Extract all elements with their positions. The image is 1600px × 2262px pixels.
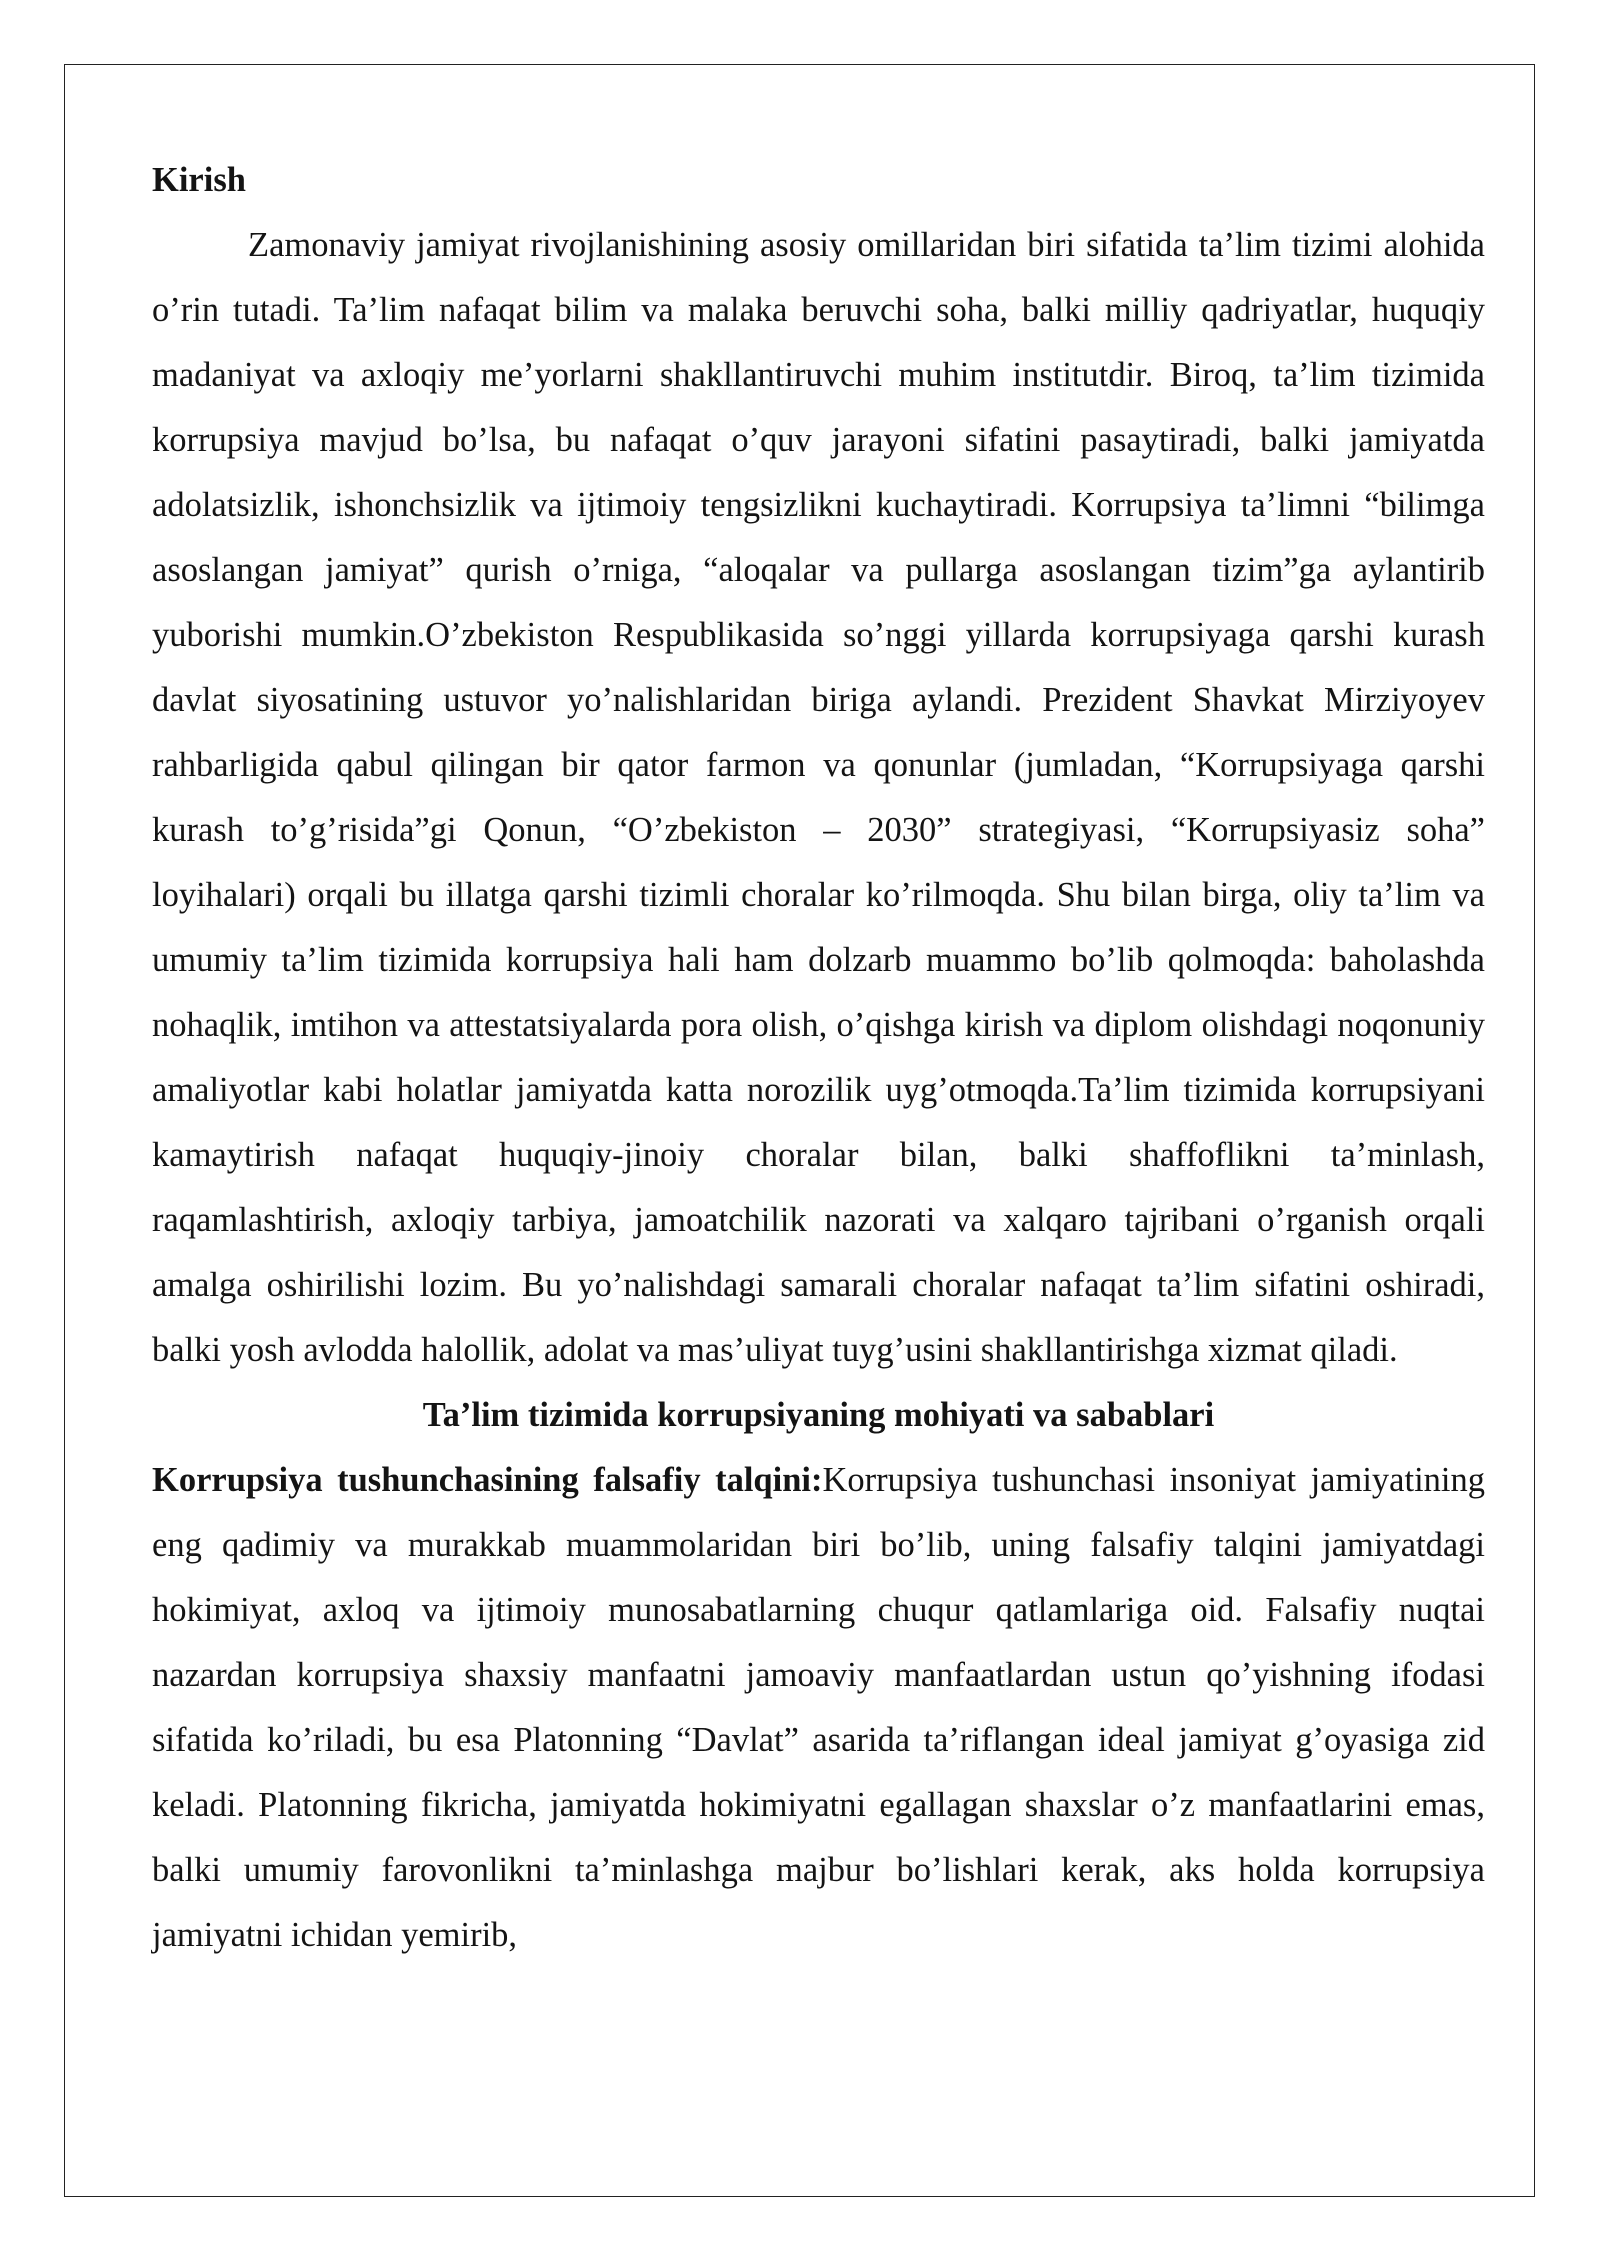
section-title: Ta’lim tizimida korrupsiyaning mohiyati va sabablari	[422, 1396, 1215, 1434]
document-body	[152, 148, 1485, 1968]
subsection-paragraph	[152, 1448, 1485, 1968]
intro-paragraph: Zamonaviy jamiyat rivojlanishining asosiy omillaridan biri sifatida ta’lim tizimi alohida o’rin tutadi. Ta’lim nafaqat bilim va malaka beruvchi soha, balki milliy qadriyatlar, huquqiy madaniyat va axloqiy me’yorlarni shakllantiruvchi muhim institutdir. Biroq, ta’lim tizimida korrupsiya mavjud bo’lsa, bu nafaqat o’quv jarayoni sifatini pasaytiradi, balki jamiyatda adolatsizlik, ishonchsizlik va ijtimoiy tengsizlikni kuchaytiradi. Korrupsiya ta’limni “bilimga asoslangan jamiyat” qurish o’rniga, “aloqalar va pullarga asoslangan tizim”ga aylantirib yuborishi mumkin.O’zbekiston Respublikasida so’nggi yillarda korrupsiyaga qarshi kurash davlat siyosatining ustuvor yo’nalishlaridan biriga aylandi. Prezident Shavkat Mirziyoyev rahbarligida qabul qilingan bir qator farmon va qonunlar (jumladan, “Korrupsiyaga qarshi kurash to’g’risida”gi Qonun, “O’zbekiston – 2030” strategiyasi, “Korrupsiyasiz soha” loyihalari) orqali bu illatga qarshi tizimli choralar ko’rilmoqda. Shu bilan birga, oliy ta’lim va umumiy ta’lim tizimida korrupsiya hali ham dolzarb muammo bo’lib qolmoqda: baholashda nohaqlik, imtihon va attestatsiyalarda pora olish, o’qishga kirish va diplom olishdagi noqonuniy amaliyotlar kabi holatlar jamiyatda katta norozilik uyg’otmoqda.Ta’lim tizimida korrupsiyani kamaytirish nafaqat huquqiy-jinoiy choralar bilan, balki shaffoflikni ta’minlash, raqamlashtirish, axloqiy tarbiya, jamoatchilik nazorati va xalqaro tajribani o’rganish orqali amalga oshirilishi lozim. Bu yo’nalishdagi samarali choralar nafaqat ta’lim sifatini oshiradi, balki yosh avlodda halollik, adolat va mas’uliyat tuyg’usini shakllantirishga xizmat qiladi.	[152, 226, 1485, 1369]
heading-kirish: Kirish	[152, 161, 246, 199]
subsection-lead: Korrupsiya tushunchasining falsafiy talqini:	[152, 1461, 823, 1499]
subsection-text: Korrupsiya tushunchasi insoniyat jamiyatining eng qadimiy va murakkab muammolaridan biri bo’lib, uning falsafiy talqini jamiyatdagi hokimiyat, axloq va ijtimoiy munosabatlarning chuqur qatlamlariga oid. Falsafiy nuqtai nazardan korrupsiya shaxsiy manfaatni jamoaviy manfaatlardan ustun qo’yishning ifodasi sifatida ko’riladi, bu esa Platonning “Davlat” asarida ta’riflangan ideal jamiyat g’oyasiga zid keladi. Platonning fikricha, jamiyatda hokimiyatni egallagan shaxslar o’z manfaatlarini emas, balki umumiy farovonlikni ta’minlashga majbur bo’lishlari kerak, aks holda korrupsiya jamiyatni ichidan yemirib,	[152, 1461, 1485, 1954]
